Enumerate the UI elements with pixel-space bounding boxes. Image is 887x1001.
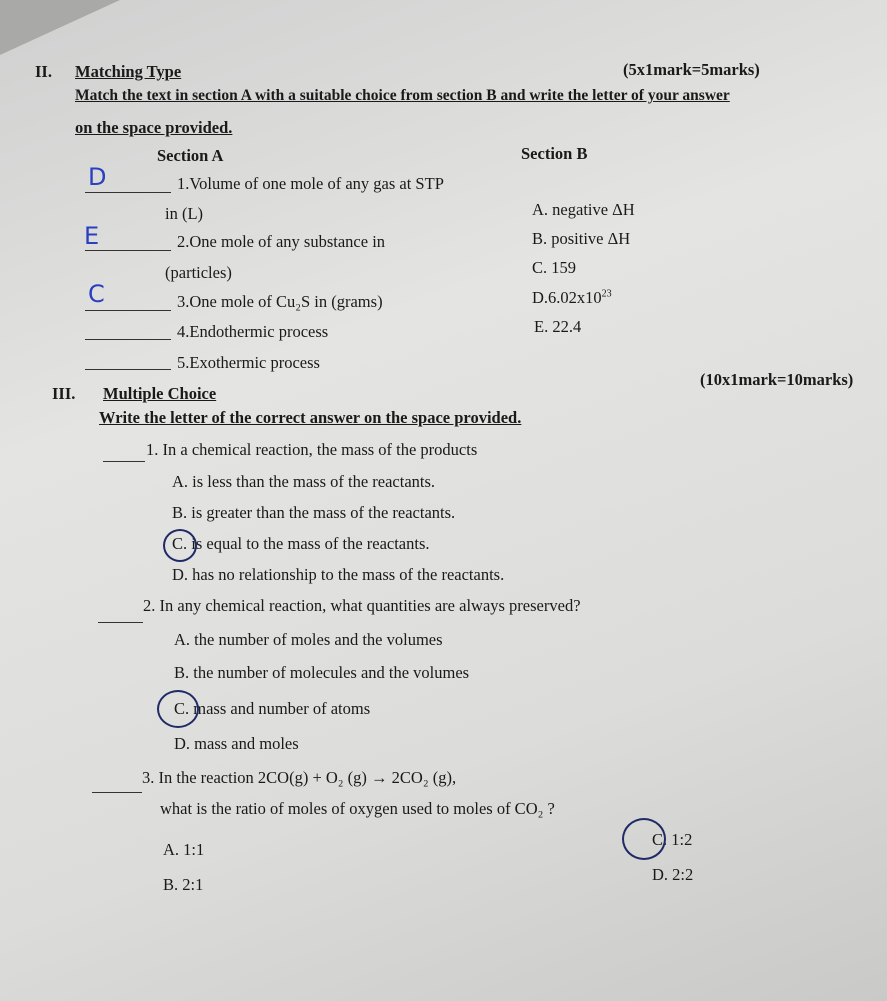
q3-option-a: A. 1:1 xyxy=(163,840,205,859)
section-3-numeral: III. xyxy=(52,384,76,403)
choice-b: B. positive ΔH xyxy=(532,229,631,248)
handwritten-answer-1: D xyxy=(88,163,107,191)
q2-option-c: C. mass and number of atoms xyxy=(174,699,371,718)
question-1-stem: 1. In a chemical reaction, the mass of the products xyxy=(146,440,478,459)
choice-d-exponent: 23 xyxy=(601,288,612,300)
page-shadow xyxy=(0,0,120,55)
q1-option-c: C. is equal to the mass of the reactants. xyxy=(172,534,430,553)
match-item-1: 1.Volume of one mole of any gas at STP xyxy=(177,174,444,193)
answer-blank-4[interactable] xyxy=(85,339,171,340)
mc-answer-blank-1[interactable] xyxy=(103,461,145,462)
answer-circle-q3 xyxy=(622,818,666,860)
section-b-heading: Section B xyxy=(521,144,588,163)
question-3-stem: 3. In the reaction 2CO(g) + O₂ (g) → 2CO₂ (g), xyxy=(142,768,457,787)
handwritten-answer-3: C xyxy=(88,280,105,308)
choice-e: E. 22.4 xyxy=(534,317,582,336)
section-2-instruction-1: Match the text in section A with a suitable choice from section B and write the letter of your answer xyxy=(75,87,730,104)
q3-option-b: B. 2:1 xyxy=(163,875,204,894)
match-item-1-cont: in (L) xyxy=(165,204,204,223)
question-2-stem: 2. In any chemical reaction, what quantities are always preserved? xyxy=(143,596,581,615)
choice-d-value: 6.02x10 xyxy=(548,288,602,307)
answer-blank-1[interactable] xyxy=(85,192,171,193)
q2-option-a: A. the number of moles and the volumes xyxy=(174,630,443,649)
answer-blank-5[interactable] xyxy=(85,369,171,370)
section-a-heading: Section A xyxy=(157,146,224,165)
mc-answer-blank-2[interactable] xyxy=(98,622,143,623)
q3-option-c: C. 1:2 xyxy=(652,830,693,849)
question-3-stem-2: what is the ratio of moles of oxygen used to moles of CO₂ ? xyxy=(160,799,555,818)
match-item-2-cont: (particles) xyxy=(165,263,232,282)
match-item-4: 4.Endothermic process xyxy=(177,322,329,341)
choice-d-label: D. xyxy=(532,288,549,307)
section-3-marks: (10x1mark=10marks) xyxy=(700,370,854,389)
q2-option-b: B. the number of molecules and the volumes xyxy=(174,663,470,682)
match-item-5: 5.Exothermic process xyxy=(177,353,320,372)
section-2-marks: (5x1mark=5marks) xyxy=(623,60,760,79)
q3-option-d: D. 2:2 xyxy=(652,865,694,884)
q1-option-a: A. is less than the mass of the reactants. xyxy=(172,472,436,491)
match-item-3: 3.One mole of Cu₂S in (grams) xyxy=(177,292,383,311)
answer-blank-2[interactable] xyxy=(85,250,171,251)
q1-option-b: B. is greater than the mass of the reactants. xyxy=(172,503,456,522)
q2-option-d: D. mass and moles xyxy=(174,734,299,753)
mc-answer-blank-3[interactable] xyxy=(92,792,142,793)
match-item-2: 2.One mole of any substance in xyxy=(177,232,386,251)
choice-a: A. negative ΔH xyxy=(532,200,635,219)
section-2-numeral: II. xyxy=(35,62,52,81)
choice-c: C. 159 xyxy=(532,258,577,277)
answer-circle-q1 xyxy=(163,529,197,562)
section-3-title: Multiple Choice xyxy=(103,384,217,403)
answer-circle-q2 xyxy=(157,690,199,728)
section-2-instruction-2: on the space provided. xyxy=(75,118,233,137)
section-3-instruction: Write the letter of the correct answer on the space provided. xyxy=(99,408,522,427)
choice-d xyxy=(532,288,612,308)
section-2-title: Matching Type xyxy=(75,62,182,81)
q1-option-d: D. has no relationship to the mass of the reactants. xyxy=(172,565,505,584)
answer-blank-3[interactable] xyxy=(85,310,171,311)
handwritten-answer-2: E xyxy=(84,222,100,250)
